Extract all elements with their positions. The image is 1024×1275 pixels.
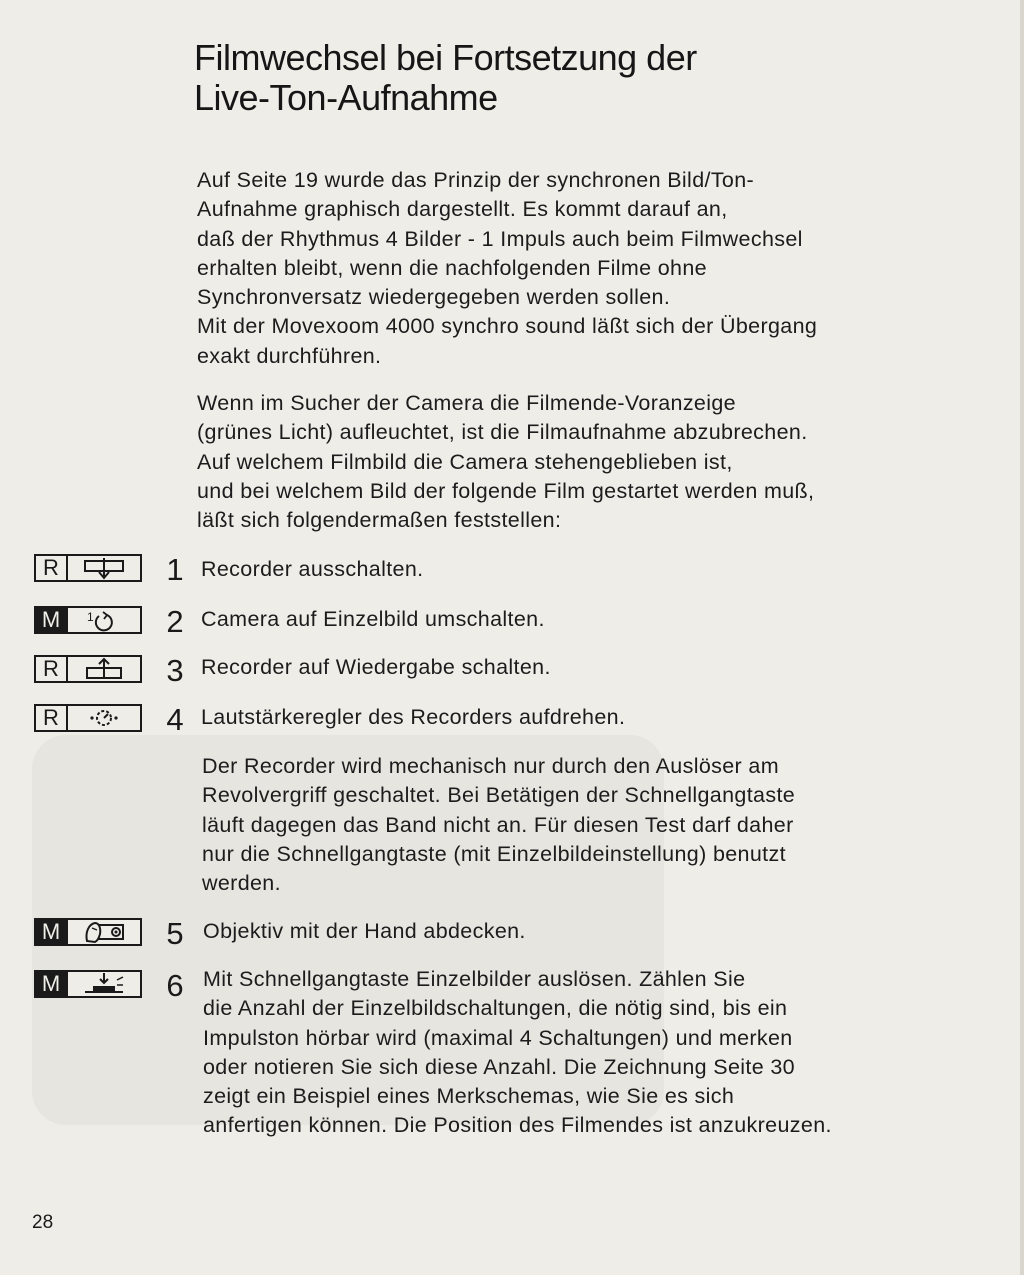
recorder-badge: R [36,556,68,580]
recorder-badge: R [36,706,68,730]
viewfinder-line: und bei welchem Bild der folgende Film gestartet werden muß, [197,478,815,503]
note-line: nur die Schnellgangtaste (mit Einzelbildeinstellung) benutzt [202,841,786,866]
viewfinder-line: Wenn im Sucher der Camera die Filmende-Voranzeige [197,391,736,415]
lens-cover-icon [68,920,140,944]
step-number: 1 [166,552,184,587]
step-number: 6 [166,968,184,1003]
intro-line: daß der Rhythmus 4 Bilder - 1 Impuls auch beim Filmwechsel [197,226,803,251]
page-edge [1020,0,1024,1275]
step-line: Impulston hörbar wird (maximal 4 Schaltungen) und merken [203,1025,793,1050]
page-number: 28 [32,1212,54,1233]
single-frame-icon [68,608,140,632]
viewfinder-line: (grünes Licht) aufleuchtet, ist die Filmaufnahme abzubrechen. [197,420,808,445]
step-1-text [201,555,423,584]
step-1-icon-box [34,554,142,582]
step-5-text [203,917,526,946]
title-line-1: Filmwechsel bei Fortsetzung der [194,37,697,78]
intro-line: Synchronversatz wiedergegeben werden sollen. [197,285,671,310]
camera-badge: M [36,608,68,632]
step-line: anfertigen können. Die Position des Filmendes ist anzukreuzen. [203,1113,832,1138]
svg-text:1: 1 [87,610,94,624]
note-line: läuft dagegen das Band nicht an. Für diesen Test darf daher [202,812,794,837]
intro-line: erhalten bleibt, wenn die nachfolgenden Filme ohne [197,255,707,280]
intro-line: Aufnahme graphisch dargestellt. Es kommt darauf an, [197,197,728,222]
intro-line: exakt durchführen. [197,343,382,368]
note-line: werden. [202,871,281,896]
step-number: 2 [166,604,184,639]
recorder-badge: R [36,657,68,681]
step-number: 5 [166,916,184,951]
step-6-text [203,965,832,1141]
intro-line: Mit der Movexoom 4000 synchro sound läßt sich der Übergang [197,314,818,339]
step-line: Camera auf Einzelbild umschalten. [201,607,545,631]
viewfinder-line: läßt sich folgendermaßen feststellen: [197,508,562,533]
intro-line: Auf Seite 19 wurde das Prinzip der synchronen Bild/Ton- [197,168,755,192]
step-2-icon-box [34,606,142,634]
title-line-2: Live-Ton-Aufnahme [194,77,498,118]
viewfinder-paragraph [197,389,814,535]
viewfinder-line: Auf welchem Filmbild die Camera stehengeblieben ist, [197,449,733,474]
step-3-text [201,653,551,682]
note-line: Der Recorder wird mechanisch nur durch den Auslöser am [202,754,779,778]
step-number: 3 [166,653,184,688]
step-line: die Anzahl der Einzelbildschaltungen, die nötig sind, bis ein [203,996,788,1021]
step-line: Lautstärkeregler des Recorders aufdrehen. [201,705,626,729]
step-2-text [201,605,545,634]
step-line: zeigt ein Beispiel eines Merkschemas, wie Sie es sich [203,1084,735,1109]
note-line: Revolvergriff geschaltet. Bei Betätigen der Schnellgangtaste [202,783,796,808]
camera-badge: M [36,972,68,996]
step-line: oder notieren Sie sich diese Anzahl. Die Zeichnung Seite 30 [203,1054,795,1079]
recorder-stop-icon [68,556,140,580]
step-5-icon-box [34,918,142,946]
step-line: Objektiv mit der Hand abdecken. [203,919,526,943]
step-4-text [201,703,625,732]
volume-dial-icon [68,706,140,730]
intro-paragraph [197,166,817,371]
step-line: Recorder auf Wiedergabe schalten. [201,655,551,679]
step-line: Mit Schnellgangtaste Einzelbilder auslösen. Zählen Sie [203,967,746,991]
step-3-icon-box [34,655,142,683]
camera-badge: M [36,920,68,944]
recorder-playback-icon [68,657,140,681]
step-4-icon-box [34,704,142,732]
recorder-note-paragraph [202,752,795,898]
step-line: Recorder ausschalten. [201,557,424,581]
step-number: 4 [166,702,184,737]
fast-release-icon [68,972,140,996]
page-title [194,38,697,118]
step-6-icon-box [34,970,142,998]
